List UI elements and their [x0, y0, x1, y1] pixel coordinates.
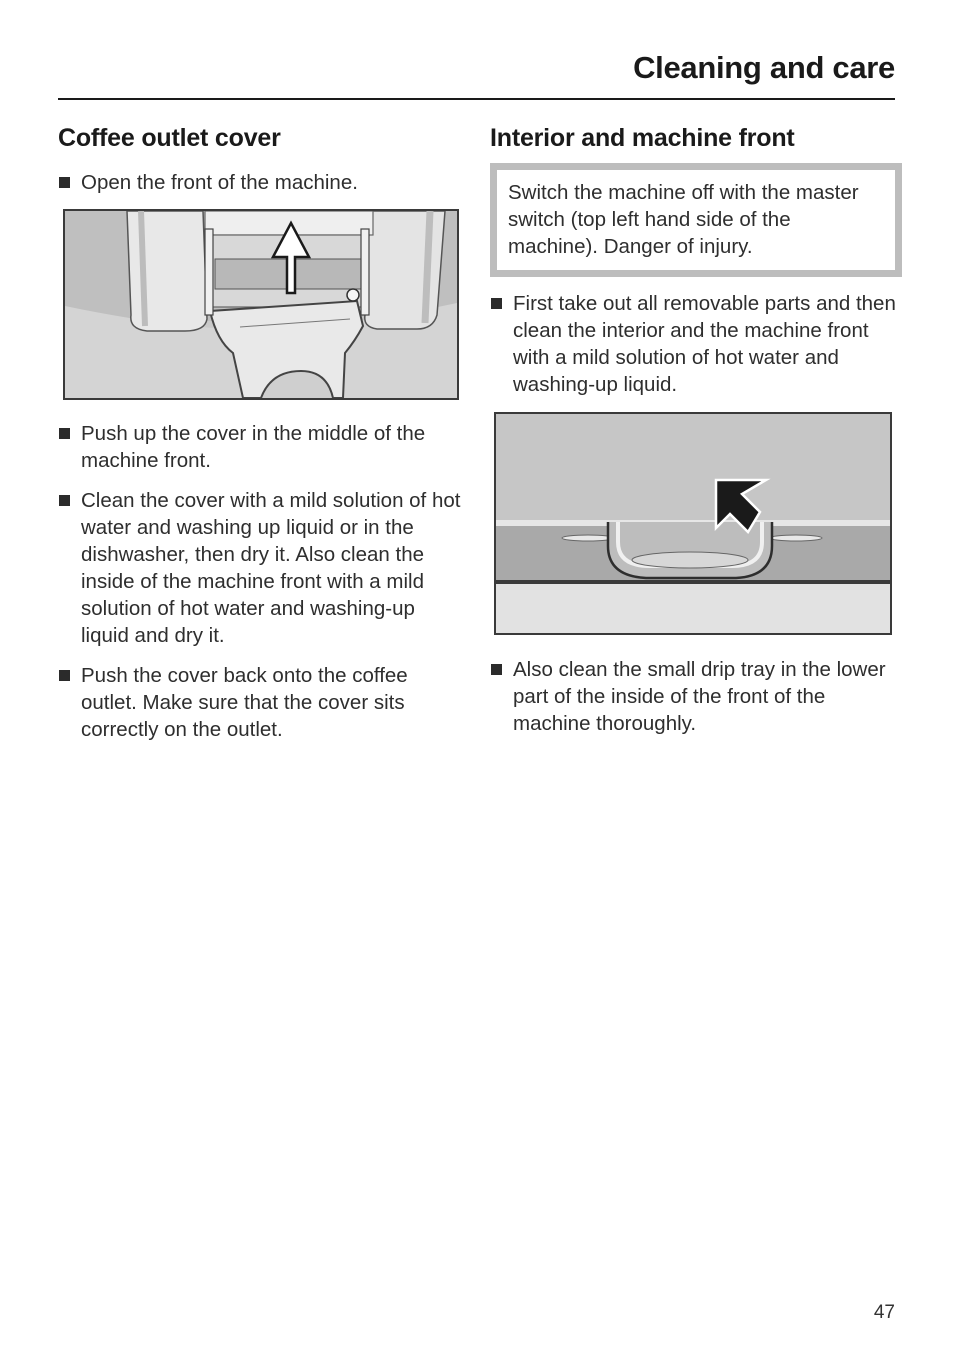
- list-item: [58, 662, 463, 743]
- step-text: Also clean the small drip tray in the lower part of the inside of the front of the machine thoroughly.: [513, 658, 886, 735]
- coffee-outlet-illustration: [63, 209, 459, 400]
- step-text: Push the cover back onto the coffee outlet. Make sure that the cover sits correctly on the outlet.: [81, 664, 408, 741]
- bullet-square-icon: [59, 177, 70, 188]
- bullet-square-icon: [59, 670, 70, 681]
- coffee-outlet-drawing: [65, 211, 457, 398]
- list-item: [490, 656, 896, 737]
- list-item: [490, 290, 896, 398]
- step-text: Open the front of the machine.: [81, 171, 358, 194]
- page-number: 47: [873, 1302, 895, 1323]
- warning-box: [490, 163, 902, 277]
- drip-tray-drawing: [496, 414, 890, 633]
- bullet-square-icon: [491, 298, 502, 309]
- bullet-square-icon: [59, 428, 70, 439]
- list-item: [58, 420, 463, 474]
- warning-text: Switch the machine off with the master switch (top left hand side of the machine). Danger of injury.: [497, 170, 895, 270]
- header-divider: [58, 98, 895, 100]
- step-text: Push up the cover in the middle of the machine front.: [81, 422, 426, 472]
- bullet-square-icon: [491, 664, 502, 675]
- page-title: Cleaning and care: [633, 50, 895, 85]
- section-heading-coffee-outlet: Coffee outlet cover: [58, 124, 281, 152]
- interior-section: [490, 124, 896, 737]
- step-text: First take out all removable parts and then clean the interior and the machine front with a mild solution of hot water and washing-up liquid.: [513, 292, 896, 396]
- list-item: [58, 169, 463, 196]
- drip-tray-illustration: [494, 412, 892, 635]
- section-heading-interior: Interior and machine front: [490, 124, 795, 152]
- list-item: [58, 487, 463, 649]
- coffee-outlet-section: [58, 124, 463, 743]
- bullet-square-icon: [59, 495, 70, 506]
- step-text: Clean the cover with a mild solution of hot water and washing up liquid or in the dishwasher, then dry it. Also clean the inside of the machine front with a mild solution of hot water and washing-up liquid and dry it.: [81, 489, 461, 647]
